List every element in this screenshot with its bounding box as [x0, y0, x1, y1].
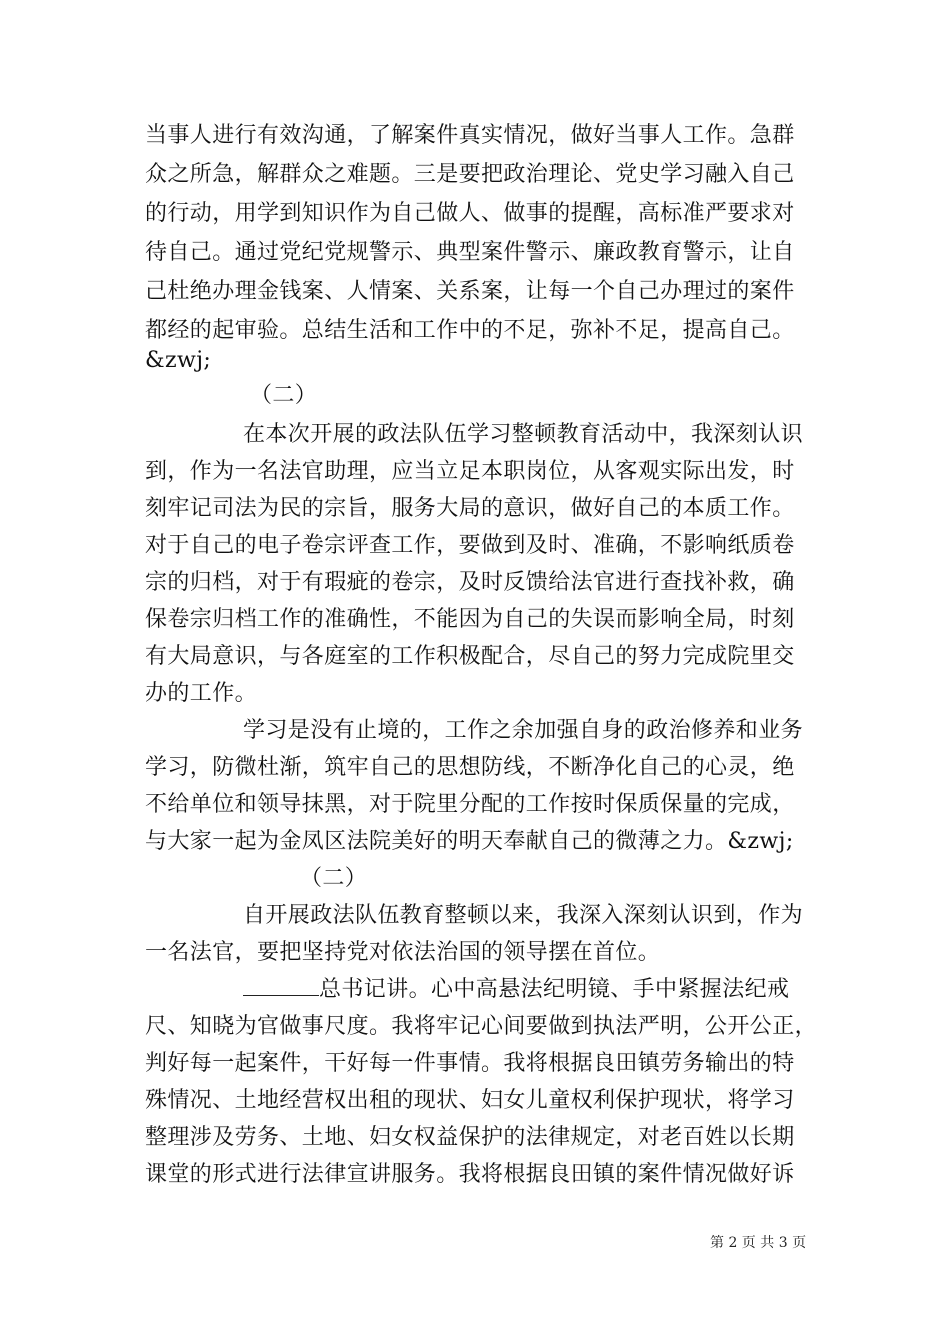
text-line: 都经的起审验。总结生活和工作中的不足，弥补不足，提高自己。: [145, 318, 795, 343]
text-line: 一名法官，要把坚持党对依法治国的领导摆在首位。: [145, 940, 661, 965]
text-line: 学习，防微杜渐，筑牢自己的思想防线，不断净化自己的心灵，绝: [145, 755, 795, 780]
text-line-with-blank: [243, 975, 789, 1005]
text-line: 众之所急，解群众之难题。三是要把政治理论、党史学习融入自己: [145, 162, 795, 187]
text-line: 宗的归档，对于有瑕疵的卷宗，及时反馈给法官进行查找补救，确: [145, 570, 795, 595]
section-heading: （二）: [250, 383, 318, 408]
text-line: 自开展政法队伍教育整顿以来，我深入深刻认识到，作为: [243, 903, 804, 928]
text-line: 在本次开展的政法队伍学习整顿教育活动中，我深刻认识: [243, 422, 804, 447]
text-line: 刻牢记司法为民的宗旨，服务大局的意识，做好自己的本质工作。: [145, 496, 795, 521]
text-line: 有大局意识，与各庭室的工作积极配合，尽自己的努力完成院里交: [145, 644, 795, 669]
text-line: 殊情况、土地经营权出租的现状、妇女儿童权利保护现状，将学习: [145, 1088, 795, 1113]
text-line: 判好每一起案件，干好每一件事情。我将根据良田镇劳务输出的特: [145, 1051, 795, 1076]
text-line: 尺、知晓为官做事尺度。我将牢记心间要做到执法严明，公开公正，: [145, 1014, 818, 1039]
text-line: 学习是没有止境的，工作之余加强自身的政治修养和业务: [243, 718, 804, 743]
text-line: 课堂的形式进行法律宣讲服务。我将根据良田镇的案件情况做好诉: [145, 1162, 795, 1187]
text-line: 保卷宗归档工作的准确性，不能因为自己的失误而影响全局，时刻: [145, 607, 795, 632]
text-line: 当事人进行有效沟通，了解案件真实情况，做好当事人工作。急群: [145, 123, 795, 148]
text-line: 不给单位和领导抹黑，对于院里分配的工作按时保质保量的完成，: [145, 792, 795, 817]
section-heading: （二）: [300, 866, 368, 891]
text-line: 对于自己的电子卷宗评查工作，要做到及时、准确，不影响纸质卷: [145, 533, 795, 558]
text-line: 整理涉及劳务、土地、妇女权益保护的法律规定，对老百姓以长期: [145, 1125, 795, 1150]
text-segment: 总书记讲。心中高悬法纪明镜、手中紧握法纪戒: [319, 977, 790, 1002]
text-line: 与大家一起为金凤区法院美好的明天奉献自己的微薄之力。&zwj;: [145, 829, 794, 854]
text-line: 待自己。通过党纪党规警示、典型案件警示、廉政教育警示，让自: [145, 240, 795, 265]
text-line: 办的工作。: [145, 681, 258, 706]
text-line: 的行动，用学到知识作为自己做人、做事的提醒，高标准严要求对: [145, 201, 795, 226]
blank-underline: [243, 975, 319, 996]
page-number: 第 2 页 共 3 页: [710, 1235, 807, 1251]
text-line: 己杜绝办理金钱案、人情案、关系案，让每一个自己办理过的案件: [145, 279, 795, 304]
text-line: 到，作为一名法官助理，应当立足本职岗位，从客观实际出发，时: [145, 459, 795, 484]
text-line: &zwj;: [145, 348, 212, 373]
